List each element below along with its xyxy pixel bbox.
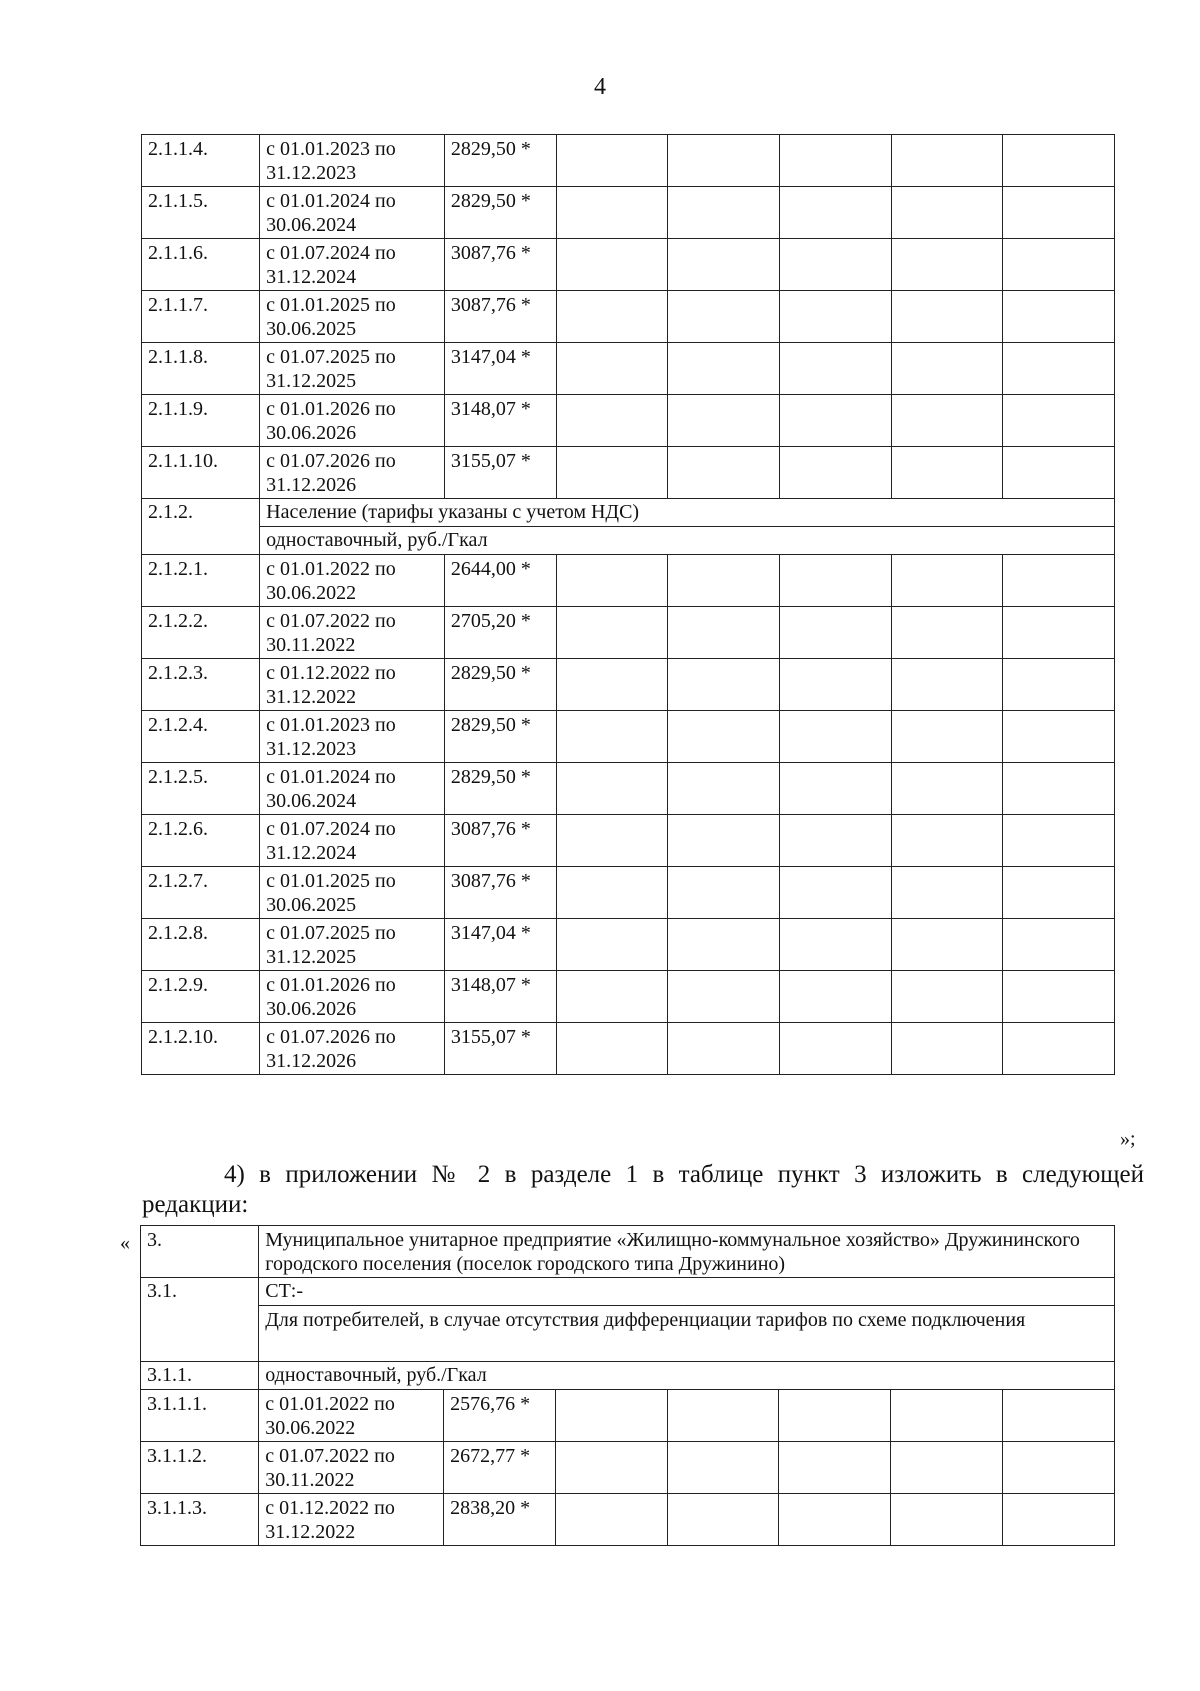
empty-cell (556, 659, 668, 711)
empty-cell (668, 971, 780, 1023)
period-to: 30.06.2022 (265, 1417, 356, 1439)
tariff-value: 2829,50 * (444, 659, 556, 711)
period-to: 31.12.2026 (266, 1050, 357, 1072)
period-cell (260, 763, 445, 815)
period-from: с 01.07.2024 по (266, 818, 396, 840)
empty-cell (891, 607, 1003, 659)
empty-cell (668, 711, 780, 763)
table-row (142, 1023, 1115, 1075)
row-number: 3.1.1.1. (141, 1390, 259, 1442)
empty-cell (668, 135, 780, 187)
period-from: с 01.01.2022 по (266, 558, 396, 580)
period-from: с 01.01.2026 по (266, 398, 396, 420)
empty-cell (1003, 711, 1115, 763)
table-row (141, 1390, 1115, 1442)
period-from: с 01.01.2024 по (266, 766, 396, 788)
empty-cell (891, 187, 1003, 239)
group-label: СТ:- (259, 1278, 1115, 1306)
empty-cell (779, 815, 891, 867)
empty-cell (668, 555, 780, 607)
row-number: 2.1.1.10. (142, 447, 260, 499)
table-row (142, 343, 1115, 395)
empty-cell (556, 815, 668, 867)
period-to: 30.06.2025 (266, 318, 357, 340)
row-text: одноставочный, руб./Гкал (259, 1362, 1115, 1390)
row-number: 2.1.2.7. (142, 867, 260, 919)
period-from: с 01.07.2022 по (266, 610, 396, 632)
empty-cell (1003, 1390, 1115, 1442)
table-row (141, 1442, 1115, 1494)
empty-cell (779, 291, 891, 343)
empty-cell (556, 395, 668, 447)
table-row (142, 711, 1115, 763)
empty-cell (1003, 971, 1115, 1023)
table-row (142, 499, 1115, 527)
row-number: 3.1. (141, 1278, 259, 1362)
period-to: 31.12.2024 (266, 842, 357, 864)
empty-cell (1003, 919, 1115, 971)
period-cell (260, 867, 445, 919)
empty-cell (1003, 867, 1115, 919)
empty-cell (891, 555, 1003, 607)
empty-cell (779, 1442, 891, 1494)
period-from: с 01.01.2026 по (266, 974, 396, 996)
period-from: с 01.01.2024 по (266, 190, 396, 212)
period-cell (260, 971, 445, 1023)
empty-cell (1003, 187, 1115, 239)
row-number: 2.1.1.9. (142, 395, 260, 447)
empty-cell (555, 1390, 667, 1442)
empty-cell (891, 659, 1003, 711)
period-to: 31.12.2026 (266, 474, 357, 496)
row-number: 2.1.1.6. (142, 239, 260, 291)
empty-cell (556, 711, 668, 763)
empty-cell (779, 343, 891, 395)
table-row (142, 815, 1115, 867)
row-number: 2.1.1.7. (142, 291, 260, 343)
period-to: 30.06.2022 (266, 582, 357, 604)
empty-cell (556, 239, 668, 291)
table-row (141, 1226, 1115, 1278)
row-number: 2.1.2.3. (142, 659, 260, 711)
tariff-value: 2829,50 * (444, 711, 556, 763)
empty-cell (779, 1390, 891, 1442)
period-from: с 01.01.2023 по (266, 138, 396, 160)
empty-cell (556, 447, 668, 499)
period-cell (260, 291, 445, 343)
empty-cell (556, 343, 668, 395)
period-from: с 01.12.2022 по (265, 1497, 395, 1519)
empty-cell (667, 1442, 779, 1494)
empty-cell (891, 447, 1003, 499)
period-cell (259, 1494, 444, 1546)
row-number: 2.1.2.2. (142, 607, 260, 659)
empty-cell (668, 395, 780, 447)
empty-cell (779, 919, 891, 971)
empty-cell (891, 1442, 1003, 1494)
tariff-value: 2672,77 * (444, 1442, 556, 1494)
table-row (141, 1362, 1115, 1390)
tariff-value: 3147,04 * (444, 919, 556, 971)
tariff-value: 2644,00 * (444, 555, 556, 607)
empty-cell (668, 659, 780, 711)
opening-quote: « (120, 1232, 130, 1254)
period-to: 31.12.2025 (266, 370, 357, 392)
empty-cell (1003, 815, 1115, 867)
table-row (142, 971, 1115, 1023)
period-to: 30.11.2022 (266, 634, 356, 656)
empty-cell (779, 395, 891, 447)
period-cell (260, 343, 445, 395)
tariff-value: 3155,07 * (444, 447, 556, 499)
period-from: с 01.01.2022 по (265, 1393, 395, 1415)
tariff-value: 2829,50 * (444, 135, 556, 187)
row-number: 2.1.1.8. (142, 343, 260, 395)
empty-cell (556, 291, 668, 343)
period-to: 31.12.2024 (266, 266, 357, 288)
row-number: 2.1.1.5. (142, 187, 260, 239)
empty-cell (1003, 1023, 1115, 1075)
empty-cell (667, 1390, 779, 1442)
empty-cell (556, 971, 668, 1023)
empty-cell (891, 815, 1003, 867)
empty-cell (779, 659, 891, 711)
empty-cell (556, 763, 668, 815)
empty-cell (668, 447, 780, 499)
tariff-value: 3087,76 * (444, 291, 556, 343)
empty-cell (556, 607, 668, 659)
empty-cell (891, 395, 1003, 447)
table-row (142, 555, 1115, 607)
empty-cell (779, 555, 891, 607)
tariff-value: 2576,76 * (444, 1390, 556, 1442)
row-number: 2.1.2.1. (142, 555, 260, 607)
period-from: с 01.07.2025 по (266, 346, 396, 368)
table-row (142, 607, 1115, 659)
empty-cell (891, 763, 1003, 815)
empty-cell (668, 763, 780, 815)
empty-cell (668, 187, 780, 239)
period-cell (260, 447, 445, 499)
empty-cell (1003, 1442, 1115, 1494)
empty-cell (891, 919, 1003, 971)
empty-cell (556, 555, 668, 607)
tariff-table-section-2 (141, 134, 1115, 1075)
period-from: с 01.01.2023 по (266, 714, 396, 736)
period-from: с 01.01.2025 по (266, 870, 396, 892)
empty-cell (779, 711, 891, 763)
empty-cell (891, 711, 1003, 763)
page-number: 4 (594, 74, 606, 100)
empty-cell (668, 607, 780, 659)
empty-cell (891, 971, 1003, 1023)
empty-cell (891, 1390, 1003, 1442)
tariff-value: 2829,50 * (444, 763, 556, 815)
empty-cell (555, 1442, 667, 1494)
period-to: 30.06.2024 (266, 214, 357, 236)
table-row (141, 1278, 1115, 1306)
period-from: с 01.12.2022 по (266, 662, 396, 684)
group-label: Население (тарифы указаны с учетом НДС) (260, 499, 1115, 527)
empty-cell (1003, 1494, 1115, 1546)
group-label: одноставочный, руб./Гкал (260, 527, 1115, 555)
period-from: с 01.01.2025 по (266, 294, 396, 316)
group-label: Для потребителей, в случае отсутствия дифференциации тарифов по схеме подключения (259, 1306, 1115, 1362)
empty-cell (891, 291, 1003, 343)
period-cell (260, 815, 445, 867)
empty-cell (779, 187, 891, 239)
period-to: 31.12.2023 (266, 738, 357, 760)
period-to: 31.12.2022 (265, 1521, 356, 1543)
empty-cell (668, 291, 780, 343)
table-row (141, 1306, 1115, 1362)
empty-cell (1003, 343, 1115, 395)
empty-cell (668, 815, 780, 867)
period-from: с 01.07.2026 по (266, 450, 396, 472)
table-row (142, 395, 1115, 447)
tariff-value: 2829,50 * (444, 187, 556, 239)
period-from: с 01.07.2026 по (266, 1026, 396, 1048)
table-row (142, 659, 1115, 711)
empty-cell (556, 919, 668, 971)
empty-cell (1003, 291, 1115, 343)
empty-cell (1003, 607, 1115, 659)
period-cell (260, 555, 445, 607)
empty-cell (779, 607, 891, 659)
empty-cell (1003, 555, 1115, 607)
period-to: 31.12.2025 (266, 946, 357, 968)
empty-cell (668, 343, 780, 395)
row-number: 2.1.2.6. (142, 815, 260, 867)
row-number: 3.1.1.2. (141, 1442, 259, 1494)
empty-cell (779, 1023, 891, 1075)
period-cell (260, 395, 445, 447)
paragraph-line-2: редакции: (142, 1191, 249, 1218)
row-number: 3.1.1. (141, 1362, 259, 1390)
row-number: 2.1.1.4. (142, 135, 260, 187)
period-cell (260, 659, 445, 711)
row-number: 2.1.2. (142, 499, 260, 555)
empty-cell (668, 919, 780, 971)
empty-cell (891, 867, 1003, 919)
empty-cell (556, 867, 668, 919)
empty-cell (779, 447, 891, 499)
empty-cell (1003, 135, 1115, 187)
table-row (142, 135, 1115, 187)
empty-cell (779, 135, 891, 187)
empty-cell (555, 1494, 667, 1546)
empty-cell (1003, 239, 1115, 291)
table-row (142, 447, 1115, 499)
tariff-value: 3148,07 * (444, 395, 556, 447)
empty-cell (891, 239, 1003, 291)
row-number: 3.1.1.3. (141, 1494, 259, 1546)
table-row (142, 919, 1115, 971)
period-from: с 01.07.2024 по (266, 242, 396, 264)
table-row (142, 527, 1115, 555)
row-number: 3. (141, 1226, 259, 1278)
row-text: Муниципальное унитарное предприятие «Жилищно-коммунальное хозяйство» Дружининского городского поселения (поселок городского типа Дружинино) (259, 1226, 1115, 1278)
period-to: 30.06.2026 (266, 422, 357, 444)
period-cell (260, 919, 445, 971)
period-cell (260, 1023, 445, 1075)
row-number: 2.1.2.9. (142, 971, 260, 1023)
table-row (142, 291, 1115, 343)
tariff-value: 3147,04 * (444, 343, 556, 395)
paragraph-line-1: 4) в приложении № 2 в разделе 1 в таблице пункт 3 изложить в следующей (224, 1161, 1144, 1188)
empty-cell (556, 1023, 668, 1075)
closing-quote: »; (1120, 1128, 1136, 1150)
tariff-table-section-3 (140, 1225, 1115, 1546)
empty-cell (668, 867, 780, 919)
tariff-value: 3155,07 * (444, 1023, 556, 1075)
empty-cell (668, 239, 780, 291)
period-from: с 01.07.2022 по (265, 1445, 395, 1467)
table-row (142, 763, 1115, 815)
tariff-value: 3148,07 * (444, 971, 556, 1023)
empty-cell (779, 867, 891, 919)
table-row (142, 239, 1115, 291)
empty-cell (891, 135, 1003, 187)
empty-cell (779, 1494, 891, 1546)
row-number: 2.1.2.8. (142, 919, 260, 971)
table-row (141, 1494, 1115, 1546)
period-cell (260, 239, 445, 291)
period-to: 31.12.2022 (266, 686, 357, 708)
tariff-value: 2838,20 * (444, 1494, 556, 1546)
period-from: с 01.07.2025 по (266, 922, 396, 944)
row-number: 2.1.2.10. (142, 1023, 260, 1075)
period-to: 30.06.2026 (266, 998, 357, 1020)
period-cell (259, 1442, 444, 1494)
empty-cell (667, 1494, 779, 1546)
table-row (142, 187, 1115, 239)
row-number: 2.1.2.4. (142, 711, 260, 763)
empty-cell (891, 343, 1003, 395)
empty-cell (1003, 763, 1115, 815)
period-cell (260, 607, 445, 659)
row-number: 2.1.2.5. (142, 763, 260, 815)
period-to: 30.06.2025 (266, 894, 357, 916)
tariff-value: 3087,76 * (444, 867, 556, 919)
tariff-value: 3087,76 * (444, 239, 556, 291)
period-cell (260, 187, 445, 239)
empty-cell (556, 187, 668, 239)
empty-cell (779, 763, 891, 815)
period-cell (260, 135, 445, 187)
empty-cell (1003, 659, 1115, 711)
empty-cell (891, 1494, 1003, 1546)
period-to: 30.06.2024 (266, 790, 357, 812)
empty-cell (556, 135, 668, 187)
period-cell (260, 711, 445, 763)
empty-cell (1003, 395, 1115, 447)
period-cell (259, 1390, 444, 1442)
table-row (142, 867, 1115, 919)
tariff-value: 2705,20 * (444, 607, 556, 659)
empty-cell (1003, 447, 1115, 499)
empty-cell (668, 1023, 780, 1075)
empty-cell (891, 1023, 1003, 1075)
empty-cell (779, 971, 891, 1023)
period-to: 30.11.2022 (265, 1469, 355, 1491)
tariff-value: 3087,76 * (444, 815, 556, 867)
period-to: 31.12.2023 (266, 162, 357, 184)
empty-cell (779, 239, 891, 291)
